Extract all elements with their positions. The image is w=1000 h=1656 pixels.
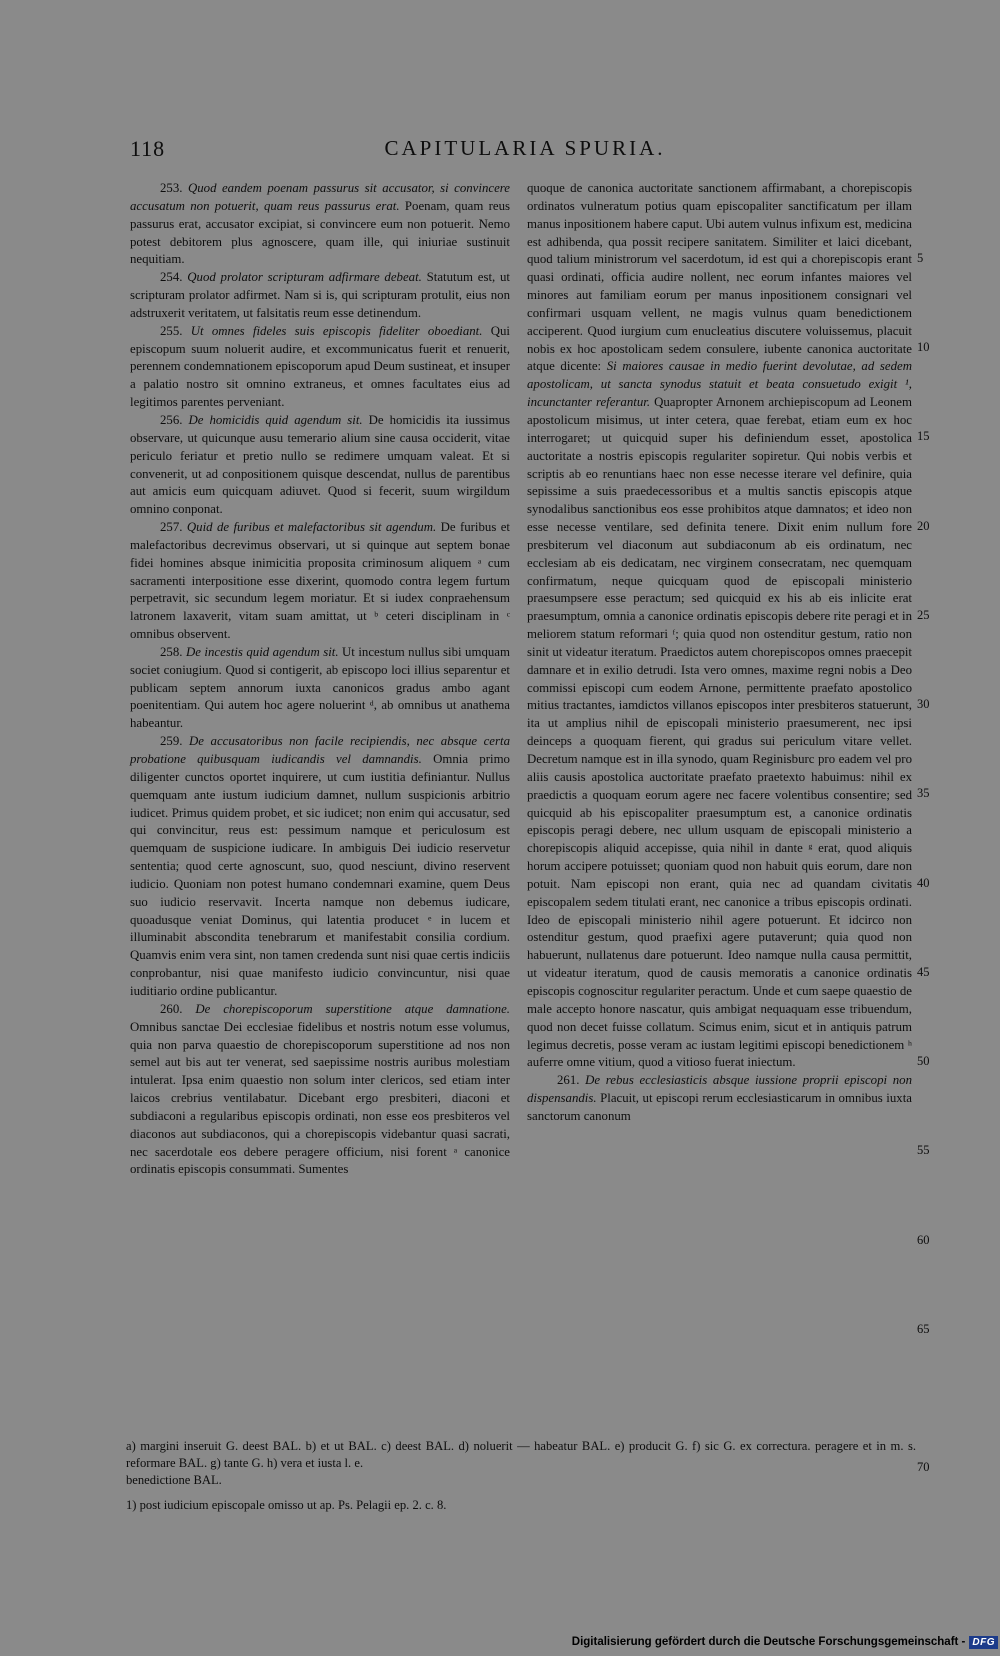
paragraph-259: 259. De accusatoribus non facile recipiendis, nec absque certa probatione quibusquam iudicandis vel damnandis. Omnia primo diligenter cunctos oportet inquirere, ut cum iustitia definiantur. Nullus quemquam ante iustum iudicium damnet, nullum suspicionis arbitrio iudicet. Primus quidem probet, et sic iudicet; non enim qui accusatur, sed qui convincitur, reus est: pessimum namque et periculosum est quemquam de suspicione iudicare. In ambiguis Dei iudicio reservetur sententia; quod certe agnoscunt, suo, quod nesciunt, divino reservent iudicio. Quoniam non potest humano condemnari examine, quem Deus suo iudicio reservavit. Incerta namque non debemus iudicare, quoadusque veniat Dominus, qui latentia producet ᵉ in lucem et illuminabit abscondita tenebrarum et manifestabit consilia cordium. Quamvis enim vera sint, non tamen credenda sunt nisi quae certis indiciis conprobantur, nisi quae manifesto iudicio convincuntur, nisi quae iuditiario ordine publicantur. [130, 734, 511, 998]
line-number: 15 [917, 429, 930, 443]
footnote-line: 1) post iudicium episcopale omisso ut ap. Ps. Pelagii ep. 2. c. 8. [126, 1498, 447, 1512]
line-number: 65 [917, 1322, 930, 1336]
paragraph-260-continued: quoque de canonica auctoritate sanctionem affirmabant, a chorepiscopis ordinatos vulneratum potius quam episcopaliter sanctificatum per illam manus inpositionem habere caput. Ubi autem vulnus infixum est, medicina est adhibenda, qua possit recipere sanitatem. Similiter et laici dicebant, quod talium ministrorum vel sacerdotum, id est qui a chorepiscopis erant quasi ordinati, officia audire nollent, nec eorum infantes maiores vel minores aut familiam eorum per manus inpositionem consignari vel confirmari usquam vellent, ne magis vulnus quam benedictionem acciperent. Quod iurgium cum enucleatius discutere voluissemus, placuit nobis ex hoc apostolicam sedem consulere, iubente canonica auctoritate atque dicente: Si maiores causae in medio fuerint devolutae, ad sedem apostolicam, ut sancta synodus statuit et beata consuetudo exigit ¹, incunctanter referantur. Quapropter Arnonem archiepiscopum ad Leonem apostolicum misimus, ut inter cetera, quae ferebat, etiam eum ex hoc interrogaret; ut quicquid super his definiendum esset, apostolica auctoritate a nostris episcopis regulariter sopiretur. Qui nobis verbis et scriptis ab eo renuntians haec non esse necesse iterare vel definire, quia sepissime a suis praedecessoribus et a multis sanctis episcopis atque synodalibus sanctionibus eos esse prohibitos atque damnatos; et ideo non esse necesse ventilare, sed definita tenere. Dixit enim nullum fore presbiterum vel diaconum aut subdiaconum ab eis ordinatum, nec ecclesiam ab eis dedicatam, nec virginem consecratam, nec quemquam confirmatum, neque quicquam quod de episcopali ministerio praesumpsere esse peractum; sed quicquid ex his ab eis inlicite erat praesumptum, omnia a canonice ordinatis episcopis debere rite peragi et in meliorem statum reformari ᶠ; quia quod non ostenditur gestum, ratio non sinit ut videatur iteratum. Praedictos autem chorepiscopos omnes praecepit damnare et in exilio detrudi. Ista vero omnes, maxime regni nobis a Deo commissi episcopi cum eodem Arnone, permittente praefato apostolico mitius tractantes, iamdictos villanos episcopos inter presbiteros statuerunt, ita ut amplius nihil de episcopali ministerio praesumerent, nec ipsi deinceps a quoquam fierent, qui gradus sui periculum vitare vellet. Decretum namque est in illa synodo, quam Reginisburc pro eadem vel pro aliis causis apostolica auctoritate praefato praetexto habuimus: nihil ex praedictis a quoquam eorum agere nec facere volentibus consentire; sed quicquid ab his episcopaliter praesumptum est, a canonice ordinatis episcopis peragi debere, nec ullum usquam de episcopali ministerio a chorepiscopis aliquid accepisse, quia nihil in dante ᵍ erat, quod aliquis horum accipere potuisset; quoniam quod non habuit quis eorum, dare non potuit. Nam episcopi non erant, quia nec ad quandam civitatis episcopalem sedem titulati erant, nec canonice a tribus episcopis ordinati. Ideo de episcopali ministerio nihil agere potuerunt. Et idcirco non ostenditur gestum, quod praefixi agere putaverunt; quia quod non habuerunt, nullatenus dare potuerunt. Ideo namque nulla causa permittit, ut videatur iteratum, quod de causis memoratis a canonice ordinatis episcopis cognoscitur regulariter peractum. Unde et cum saepe quaestio de male accepto honore nascatur, quis ambigat nequaquam esse tribuendum, quod non decet fuisse collatum. Scimus enim, sicut et in antiquis patrum legimus decretis, posse veram ac iustam legitimi episcopi benedictionem ʰ auferre omne vitium, quod a vitioso fuerat iniectum. [527, 181, 913, 1070]
running-title: CAPITULARIA SPURIA. [384, 136, 666, 160]
paragraph-255: 255. Ut omnes fideles suis episcopis fideliter oboediant. Qui episcopum suum noluerit audire, et excommunicatus fuerit et renuerit, perennem condemnationem episcoporum apud Deum sustineat, et insuper a palatio nostro sit omnino extraneus, et omnes facultates eius ad legitimos parentes perveniant. [130, 323, 510, 410]
line-number: 30 [917, 697, 930, 711]
line-number: 25 [917, 608, 930, 622]
dfg-logo: DFG [969, 1636, 998, 1649]
footnotes [126, 1438, 916, 1514]
paragraph-257: 257. Quid de furibus et malefactoribus sit agendum. De furibus et malefactoribus decrevimus observari, ut si quinque aut septem bonae fidei homines absque inimicitia proposita criminosum aliquem ᵃ cum sacramenti interpositione esse dixerint, quomodo contra legem furtum perpetravit, sic secundum legem moriatur. Et si iudex conpraehensum latronem laxaverit, vitam suam amittat, ut ᵇ ceteri disciplinam in ᶜ omnibus observent. [130, 520, 510, 642]
line-number: 40 [917, 876, 930, 890]
line-number: 70 [917, 1460, 930, 1474]
paragraph-256: 256. De homicidis quid agendum sit. De homicidis ita iussimus observare, ut quicunque ausu temerario alium sine causa occiderit, vitae periculo feriatur et pretio nullo se redimere umquam valeat. Et si convenerit, ut ad conpositionem quisque descendat, nullus de parentibus aut amicis eum quicquam adiuvet. Quod si fecerit, suum wirgildum omnino conponat. [130, 412, 511, 517]
line-number: 20 [917, 519, 930, 533]
credit-text: Digitalisierung gefördert durch die Deutsche Forschungsgemeinschaft - [571, 1636, 966, 1648]
left-column [130, 180, 510, 1179]
right-column [527, 180, 912, 1126]
line-number: 10 [917, 340, 930, 354]
page-number: 118 [130, 136, 166, 161]
line-number: 45 [917, 965, 930, 979]
footnote-line: a) margini inseruit G. deest BAL. b) et ut BAL. c) deest BAL. d) noluerit — habeatur BAL. e) producit G. f) sic G. ex correctura. peragere et in m. s. reformare BAL. g) tante G. h) vera et iusta l. e. [126, 1439, 916, 1470]
line-number: 5 [917, 251, 924, 265]
paragraph-260: 260. De chorepiscoporum superstitione atque damnatione. Omnibus sanctae Dei ecclesiae fidelibus et nostris notum esse volumus, quia non parva quaestio de chorepiscoporum superstitione ad nos non semel aut bis aut ter venerat, sed saepissime nostris auribus molestiam intulerat. Ipsa enim quaestio non solum inter clericos, sed etiam inter laicos crebrius ventilabatur. Dicebant ergo presbiteri, diaconi et subdiaconi a regularibus episcopis ordinati, non esse eos presbiteros vel diaconos aut subdiaconos, qui a chorepiscopis videbantur quasi sacrati, nec sacerdotale eos debere peragere officium, nisi forent ᵃ canonice ordinatis episcopis consummati. Sumentes [130, 1001, 510, 1177]
paragraph-261: 261. De rebus ecclesiasticis absque iussione proprii episcopi non dispensandis. Placuit, ut episcopi rerum ecclesiasticarum in omnibus iuxta sanctorum canonum [527, 1073, 912, 1123]
paragraph-254: 254. Quod prolator scripturam adfirmare debeat. Statutum est, ut scripturam prolator adfirmet. Nam si is, qui scripturam protulit, eius non adstruxerit veritatem, ut falsitatis reum esse detinendum. [130, 270, 510, 320]
line-number: 60 [917, 1233, 930, 1247]
line-number: 55 [917, 1143, 930, 1157]
page-header [130, 136, 920, 166]
digitization-credit [572, 1634, 998, 1650]
footnote-line: benedictione BAL. [126, 1473, 222, 1487]
line-number: 35 [917, 786, 930, 800]
paragraph-253: 253. Quod eandem poenam passurus sit accusator, si convincere accusatum non potuerit, quam reus passurus erat. Poenam, quam reus passurus erat, accusator excipiat, si convincere eum non potuerit. Nemo potest debitorem plus agnoscere, quam ille, qui iniuriae sustinuit nequitiam. [130, 181, 510, 267]
line-number: 50 [917, 1054, 930, 1068]
paragraph-258: 258. De incestis quid agendum sit. Ut incestum nullus sibi umquam societ coniugium. Quod si contigerit, ab episcopo loci illius separentur et publicam septem annorum iuxta canonicos gradus ambo agant poenitentiam. Qui autem hoc agere noluerint ᵈ, ab omnibus ut anathema habeantur. [130, 644, 510, 731]
